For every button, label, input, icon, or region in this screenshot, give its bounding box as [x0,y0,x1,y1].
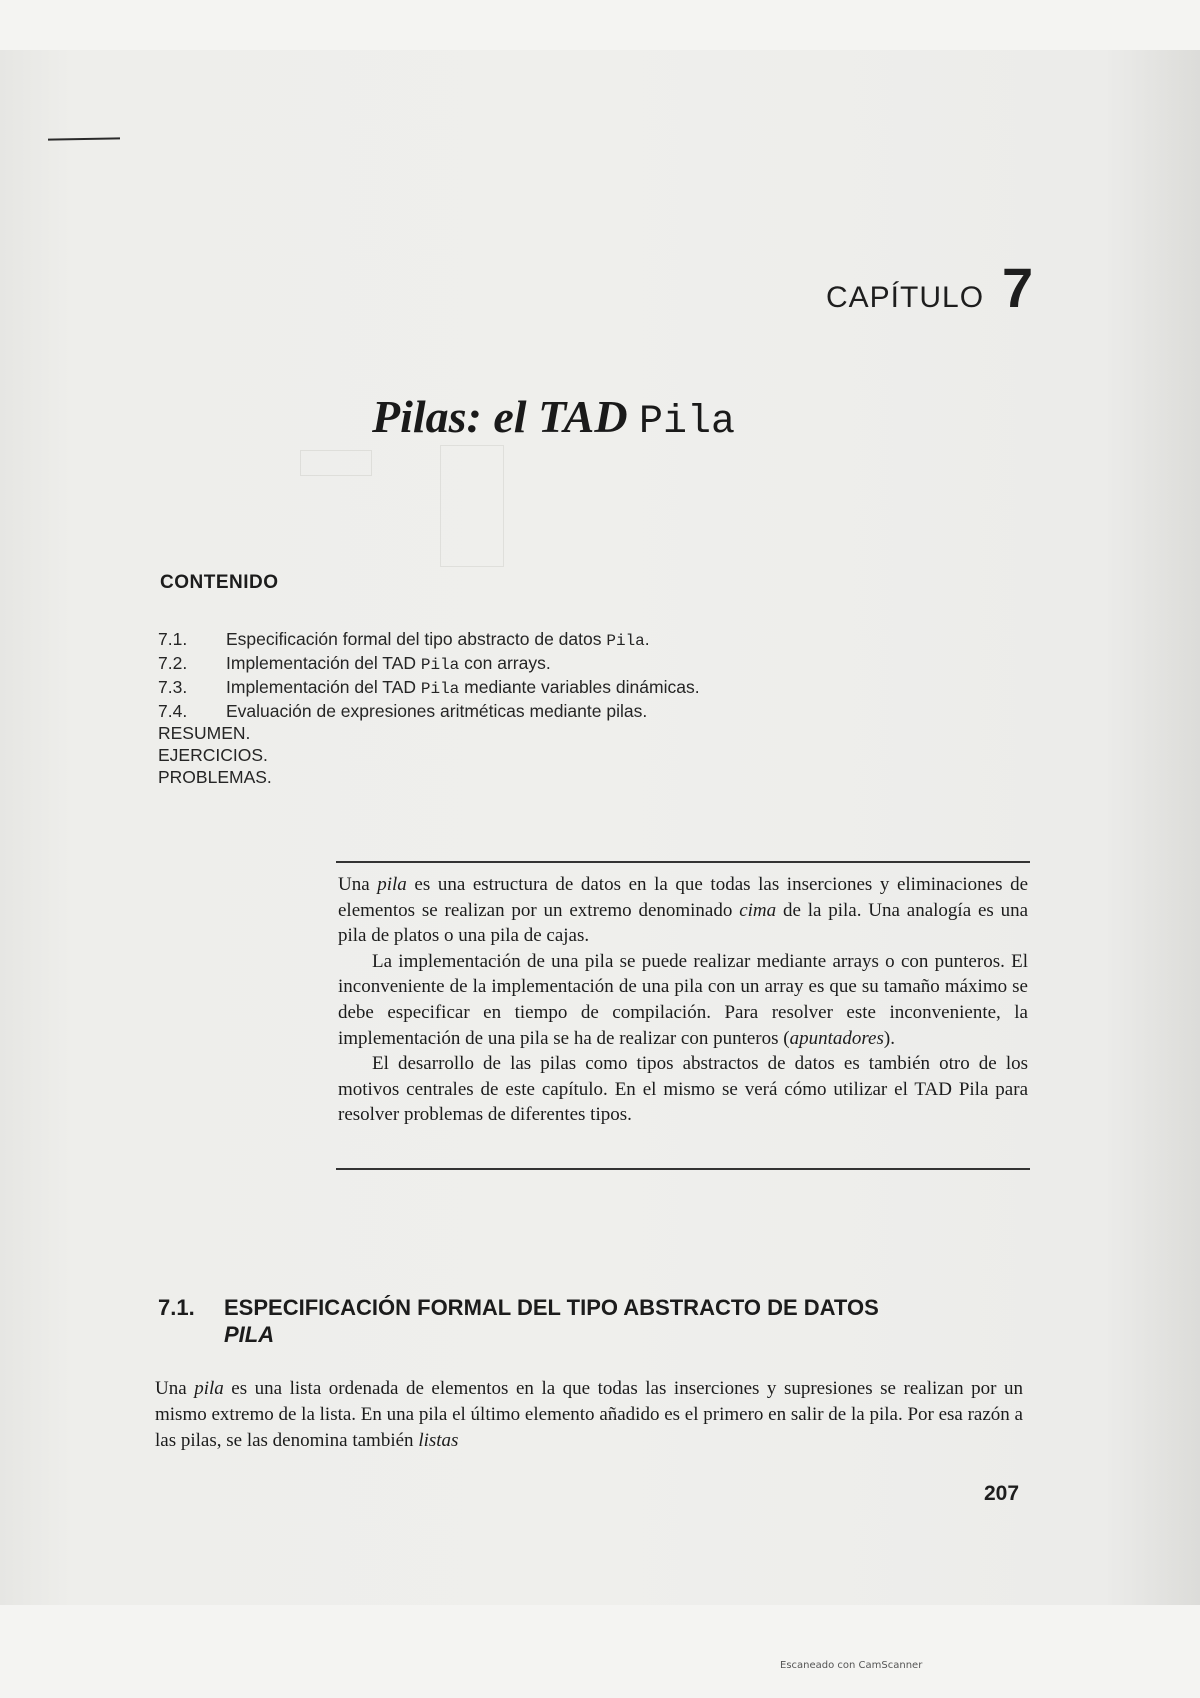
chapter-heading [826,255,1033,320]
toc-text: Implementación del TAD [226,653,416,673]
contents-heading: CONTENIDO [160,572,279,593]
toc-text: Evaluación de expresiones aritméticas mediante pilas. [226,701,648,721]
intro-paragraph: La implementación de una pila se puede realizar mediante arrays o con punteros. El inconveniente de la implementación de una pila con un array es que su tamaño máximo se debe especificar en tiempo de compilación. Para resolver este inconveniente, la implementación de una pila se ha de realizar con punteros (apuntadores). [338,950,1028,1049]
section-title: ESPECIFICACIÓN FORMAL DEL TIPO ABSTRACTO DE DATOS PILA [224,1295,879,1347]
toc-number: 7.1. [158,629,188,649]
toc-text-end: . [644,629,650,649]
chapter-label: CAPÍTULO [826,281,985,314]
toc-item [158,700,700,722]
body-text [155,1376,1023,1454]
toc-extra: PROBLEMAS. [158,767,272,787]
toc-number: 7.3. [158,677,188,697]
page-edge-mark [48,137,120,140]
intro-box [338,872,1028,1128]
toc-extra: RESUMEN. [158,723,251,743]
chapter-title [372,390,735,445]
toc-code: Pila [420,656,460,674]
section-number: 7.1. [158,1295,195,1320]
section-heading [158,1294,924,1348]
scanned-page [0,50,1200,1605]
page-number: 207 [984,1482,1020,1505]
toc-number: 7.4. [158,701,188,721]
toc-code: Pila [420,680,460,698]
title-text: Pilas: el TAD [372,391,628,442]
title-code: Pila [639,400,736,445]
toc-text-end: mediante variables dinámicas. [464,677,700,697]
toc-text: Especificación formal del tipo abstracto de datos [226,629,602,649]
toc-text-end: con arrays. [464,653,551,673]
bleed-through-box [440,445,504,567]
body-paragraph: Una pila es una lista ordenada de elementos en la que todas las inserciones y supresiones se realizan por un mismo extremo de la lista. En una pila el último elemento añadido es el primero en salir de la pila. Por esa razón a las pilas, se las denomina también listas [155,1378,1023,1451]
toc-code: Pila [606,632,645,650]
chapter-number: 7 [1002,256,1034,319]
toc-item [158,652,700,676]
intro-top-rule [336,861,1030,863]
table-of-contents [158,628,700,788]
toc-number: 7.2. [158,653,188,673]
intro-paragraph: Una pila es una estructura de datos en la que todas las inserciones y eliminaciones de elementos se realizan por un extremo denominado cima de la pila. Una analogía es una pila de platos o una pila de cajas. [338,874,1029,947]
intro-bottom-rule [336,1168,1030,1170]
scanner-watermark: Escaneado con CamScanner [780,1660,923,1671]
toc-extra: EJERCICIOS. [158,745,268,765]
toc-item [158,628,700,652]
intro-paragraph: El desarrollo de las pilas como tipos abstractos de datos es también otro de los motivos centrales de este capítulo. En el mismo se verá cómo utilizar el TAD Pila para resolver problemas de diferentes tipos. [338,1053,1028,1126]
bleed-through-box [300,450,372,476]
toc-item [158,676,700,700]
toc-text: Implementación del TAD [226,677,416,697]
